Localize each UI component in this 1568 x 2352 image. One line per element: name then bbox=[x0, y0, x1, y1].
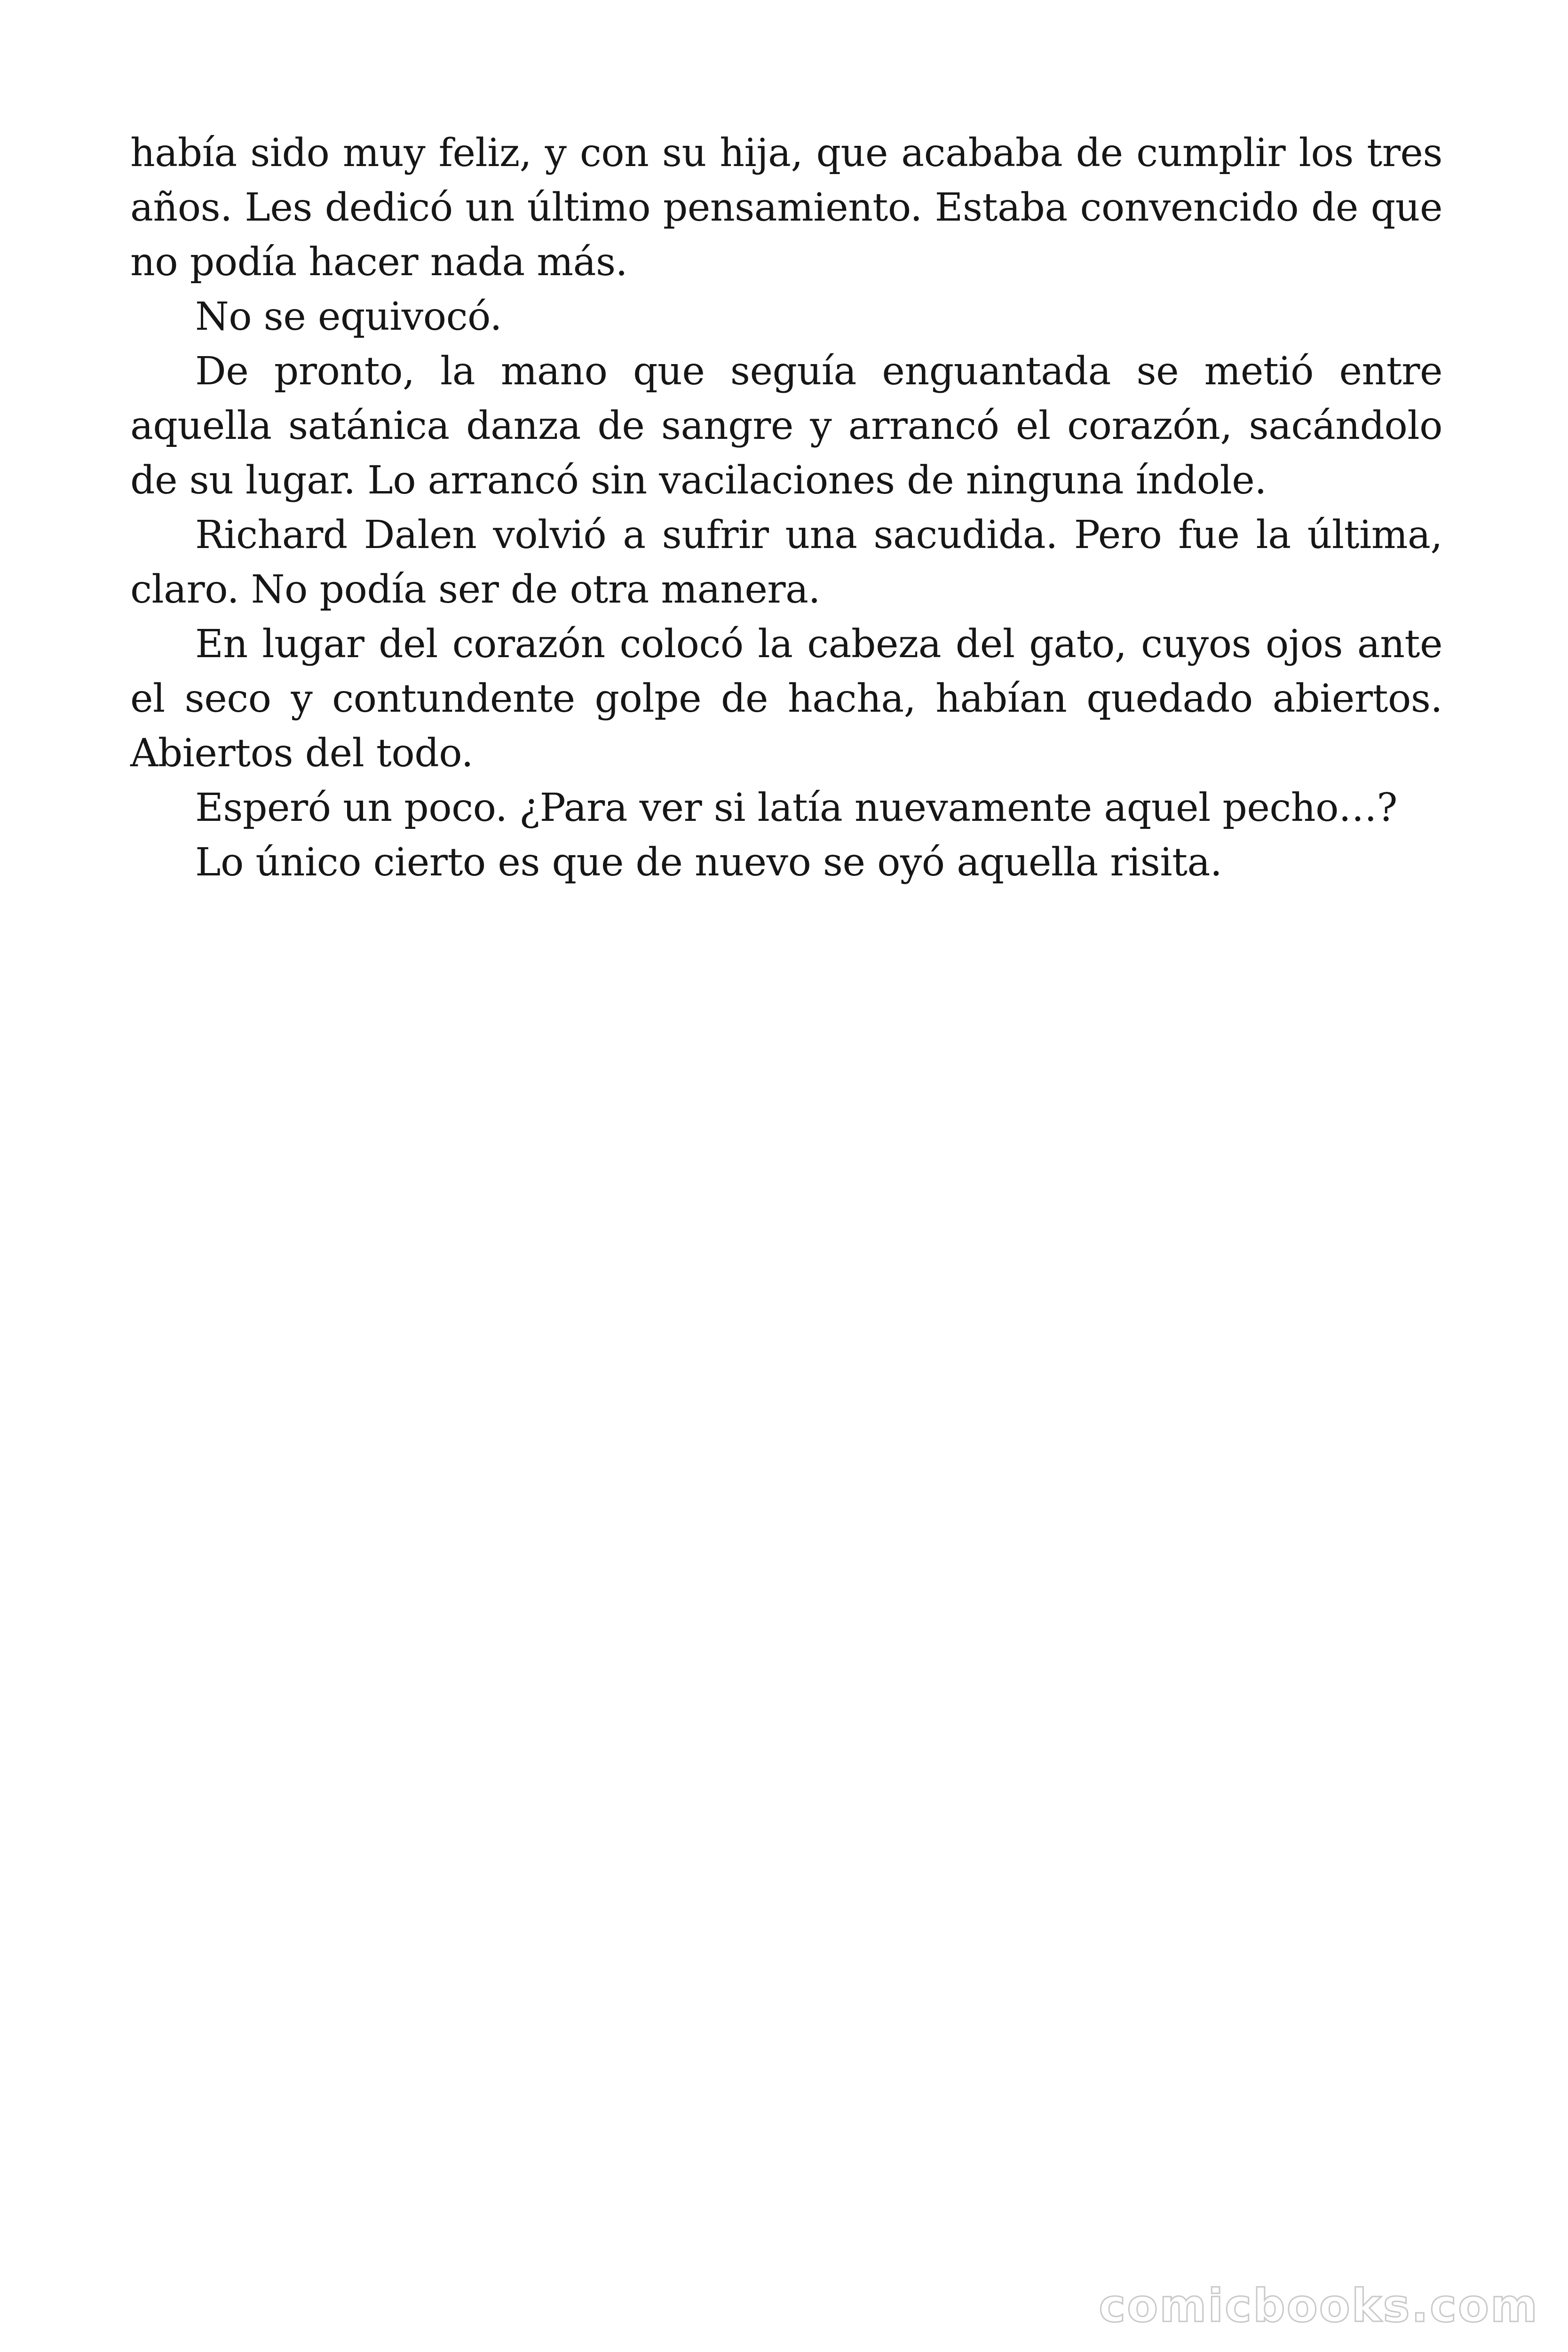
paragraph-7: Lo único cierto es que de nuevo se oyó aquella risita. bbox=[195, 840, 1222, 885]
paragraph-6: Esperó un poco. ¿Para ver si latía nuevamente aquel pecho…? bbox=[195, 786, 1397, 830]
paragraph-4: Richard Dalen volvió a sufrir una sacudida. Pero fue la última, claro. No podía ser de otra manera. bbox=[130, 513, 1442, 612]
paragraph-5: En lugar del corazón colocó la cabeza del gato, cuyos ojos ante el seco y contundente golpe de hacha, habían quedado abiertos. Abiertos del todo. bbox=[130, 622, 1442, 776]
paragraph-2: No se equivocó. bbox=[195, 294, 502, 339]
paragraph-3: De pronto, la mano que seguía enguantada se metió entre aquella satánica danza de sangre y arrancó el corazón, sacándolo de su lugar. Lo arrancó sin vacilaciones de ninguna índole. bbox=[130, 349, 1442, 503]
body-text bbox=[130, 126, 1442, 890]
paragraph-1: había sido muy feliz, y con su hija, que acababa de cumplir los tres años. Les dedicó un último pensamiento. Estaba convencido de que no podía hacer nada más. bbox=[130, 131, 1442, 285]
watermark: comicbooks.com bbox=[1099, 2280, 1539, 2332]
